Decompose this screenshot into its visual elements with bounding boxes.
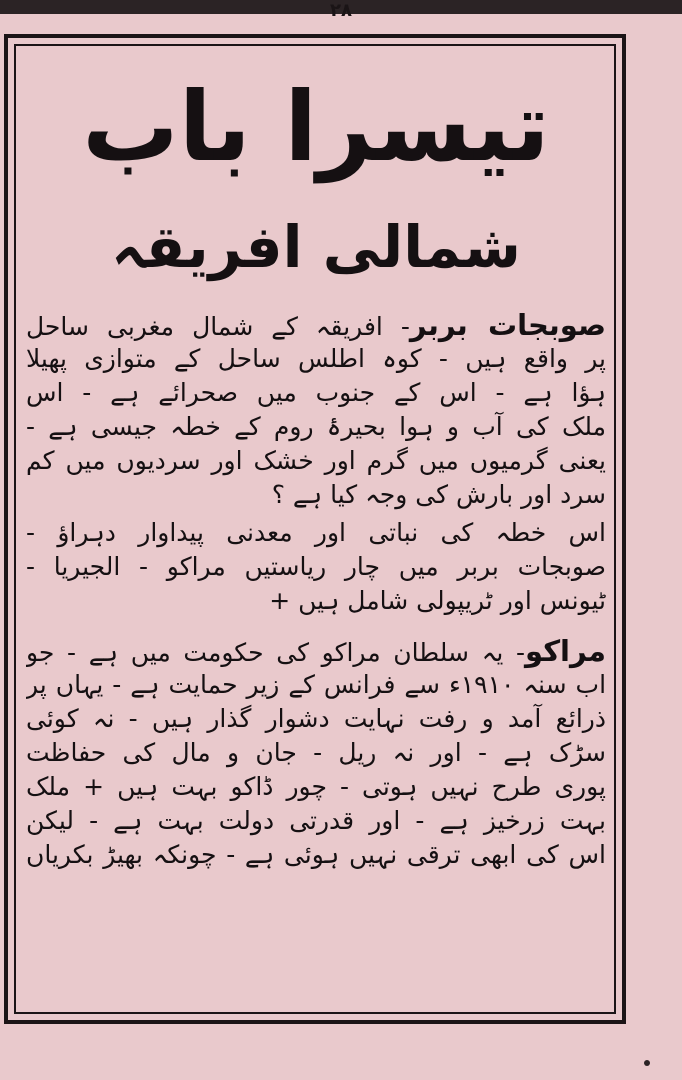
text-line: اس خطہ کی نباتی اور معدنی پیداوار دہراؤ -: [26, 518, 606, 547]
text-line: پر واقع ہیں - کوہ اطلس ساحل کے متوازی پھیلا: [26, 344, 606, 373]
text-line: بہت زرخیز ہے - اور قدرتی دولت بہت ہے - لیکن: [26, 806, 606, 835]
text-line: سرد اور بارش کی وجہ کیا ہے ؟: [271, 480, 606, 509]
text-line: پوری طرح نہیں ہوتی - چور ڈاکو بہت ہیں + ملک: [26, 772, 606, 801]
paragraph-lead: مراکو: [525, 634, 606, 668]
paragraph-questions: [26, 516, 606, 618]
text-line: سڑک ہے - اور نہ ریل - جان و مال کی حفاظت: [26, 738, 606, 767]
text-line: [26, 634, 606, 668]
text-line: اب سنہ ۱۹۱۰ء سے فرانس کے زیر حمایت ہے - یہاں پر: [26, 670, 606, 699]
chapter-subtitle: شمالی افریقہ: [111, 213, 521, 281]
paragraph-morocco: [26, 634, 606, 872]
text-line: ٹیونس اور ٹریپولی شامل ہیں +: [269, 586, 606, 615]
page-content: [26, 52, 606, 1010]
text-line: ذرائع آمد و رفت نہایت دشوار گذار ہیں - نہ کوئی: [26, 704, 606, 733]
text-line: یعنی گرمیوں میں گرم اور خشک اور سردیوں میں کم: [26, 446, 606, 475]
text-line: صوبجات بربر میں چار ریاستیں مراکو - الجیریا -: [26, 552, 606, 581]
paragraph-lead: صوبجات بربر: [409, 308, 606, 342]
paragraph-barbary-states: [26, 308, 606, 512]
scan-speck: [644, 1060, 650, 1066]
text-line: ہؤا ہے - اس کے جنوب میں صحرائے ہے - اس: [26, 378, 606, 407]
page-number: ۲۸: [330, 0, 352, 21]
line-rest: - افریقہ کے شمال مغربی ساحل: [26, 312, 410, 341]
line-rest: - یہ سلطان مراکو کی حکومت میں ہے - جو: [26, 638, 526, 667]
text-line: ملک کی آب و ہوا بحیرۂ روم کے خطہ جیسی ہے -: [26, 412, 606, 441]
body-text: [26, 308, 606, 872]
text-line: اس کی ابھی ترقی نہیں ہوئی ہے - چونکہ بھیڑ بکریاں: [26, 840, 606, 869]
text-line: [26, 308, 606, 342]
chapter-title: تیسرا باب: [82, 71, 550, 183]
